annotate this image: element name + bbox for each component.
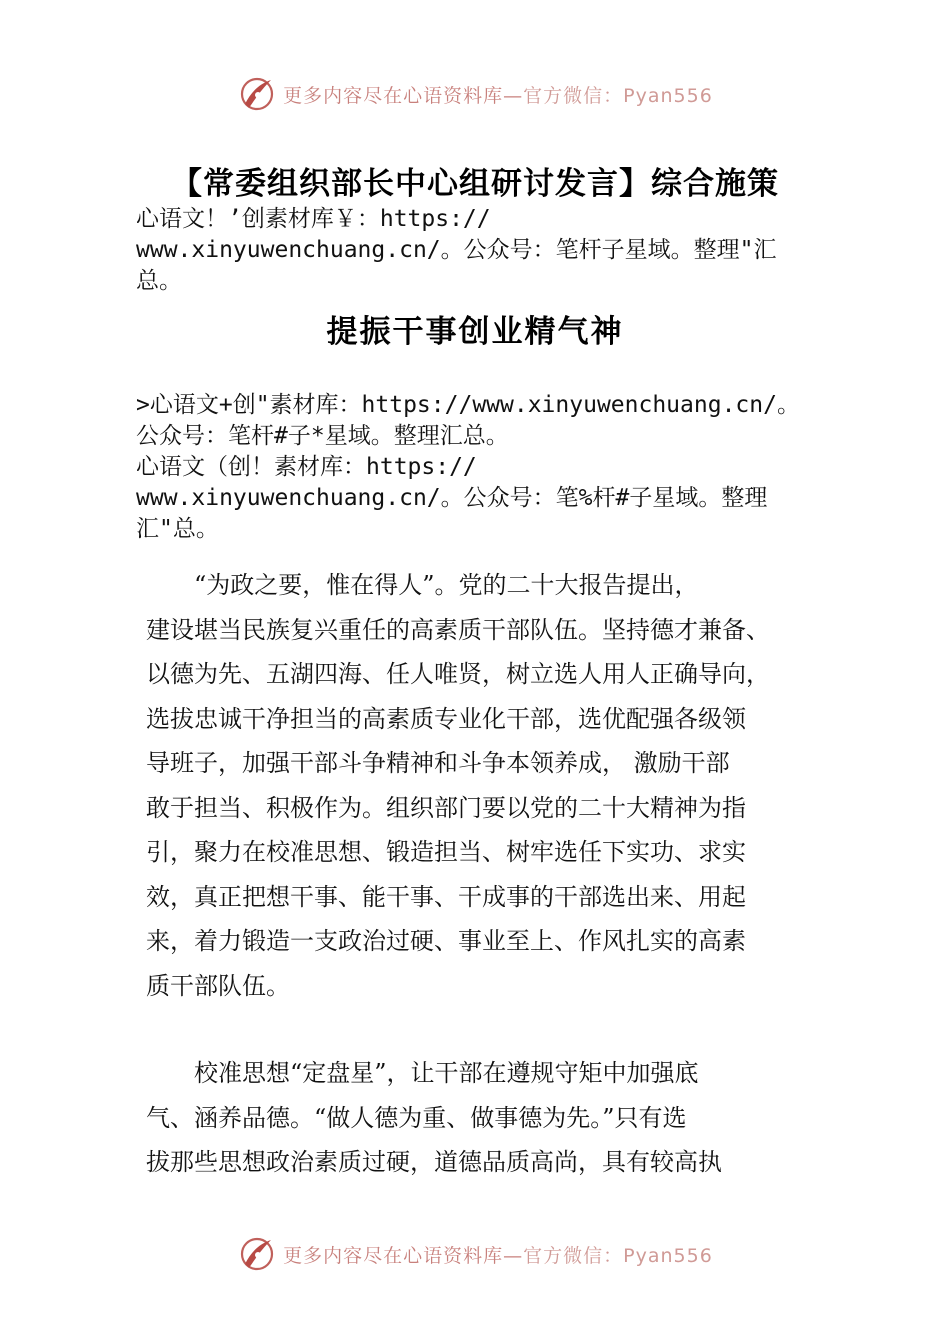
text-line: 来，着力锻造一支政治过硬、事业至上、作风扎实的高素 [146, 927, 746, 955]
text-line: 校准思想“定盘星”，让干部在遵规守矩中加强底 [146, 1059, 699, 1087]
document-subtitle: 提振干事创业精气神 [326, 314, 624, 350]
text-line: 以德为先、五湖四海、任人唯贤，树立选人用人正确导向， [146, 660, 770, 688]
document-title: 【常委组织部长中心组研讨发言】综合施策 [171, 166, 779, 202]
source-line: 心语文！’创素材库￥：https:// [136, 206, 491, 232]
banner-text: 更多内容尽在心语资料库—官方微信：Pyan556 [283, 1244, 713, 1267]
text-line: 建设堪当民族复兴重任的高素质干部队伍。坚持德才兼备、 [146, 615, 770, 644]
text-line: 质干部队伍。 [146, 971, 290, 1000]
xinyu-logo-icon [237, 1234, 277, 1274]
text-line: 引，聚力在校准思想、锻造担当、树牢选任下实功、求实 [146, 838, 746, 866]
paragraph-2 [146, 1051, 846, 1185]
source-line: 汇"总。 [136, 516, 219, 542]
text-line: 效，真正把想干事、能干事、干成事的干部选出来、用起 [146, 882, 746, 911]
source-line: 心语文（创！素材库：https:// [136, 454, 477, 480]
source-note-2 [136, 390, 836, 545]
paragraph-1 [146, 563, 846, 1008]
text-line: 拔那些思想政治素质过硬，道德品质高尚，具有较高执 [146, 1148, 722, 1176]
header-banner [0, 72, 950, 116]
source-line: www.xinyuwenchuang.cn/。公众号：笔杆子星域。整理"汇 [136, 237, 777, 263]
text-line: 导班子，加强干部斗争精神和斗争本领养成， 激励干部 [146, 749, 730, 777]
source-line: 总。 [136, 268, 182, 294]
xinyu-logo-icon [237, 74, 277, 114]
text-line: 选拔忠诚干净担当的高素质专业化干部，选优配强各级领 [146, 704, 746, 733]
banner-text: 更多内容尽在心语资料库—官方微信：Pyan556 [283, 84, 713, 107]
text-line: “为政之要，惟在得人”。党的二十大报告提出， [146, 571, 699, 599]
text-line: 敢于担当、积极作为。组织部门要以党的二十大精神为指 [146, 793, 746, 822]
footer-banner [0, 1232, 950, 1276]
source-line: www.xinyuwenchuang.cn/。公众号：笔%杆#子星域。整理 [136, 485, 768, 511]
source-line: 公众号：笔杆#子*星域。整理汇总。 [136, 423, 509, 449]
source-line: >心语文+创"素材库：https://www.xinyuwenchuang.cn/。 [136, 392, 800, 418]
text-line: 气、涵养品德。“做人德为重、做事德为先。”只有选 [146, 1103, 687, 1132]
source-note-1 [136, 204, 836, 297]
